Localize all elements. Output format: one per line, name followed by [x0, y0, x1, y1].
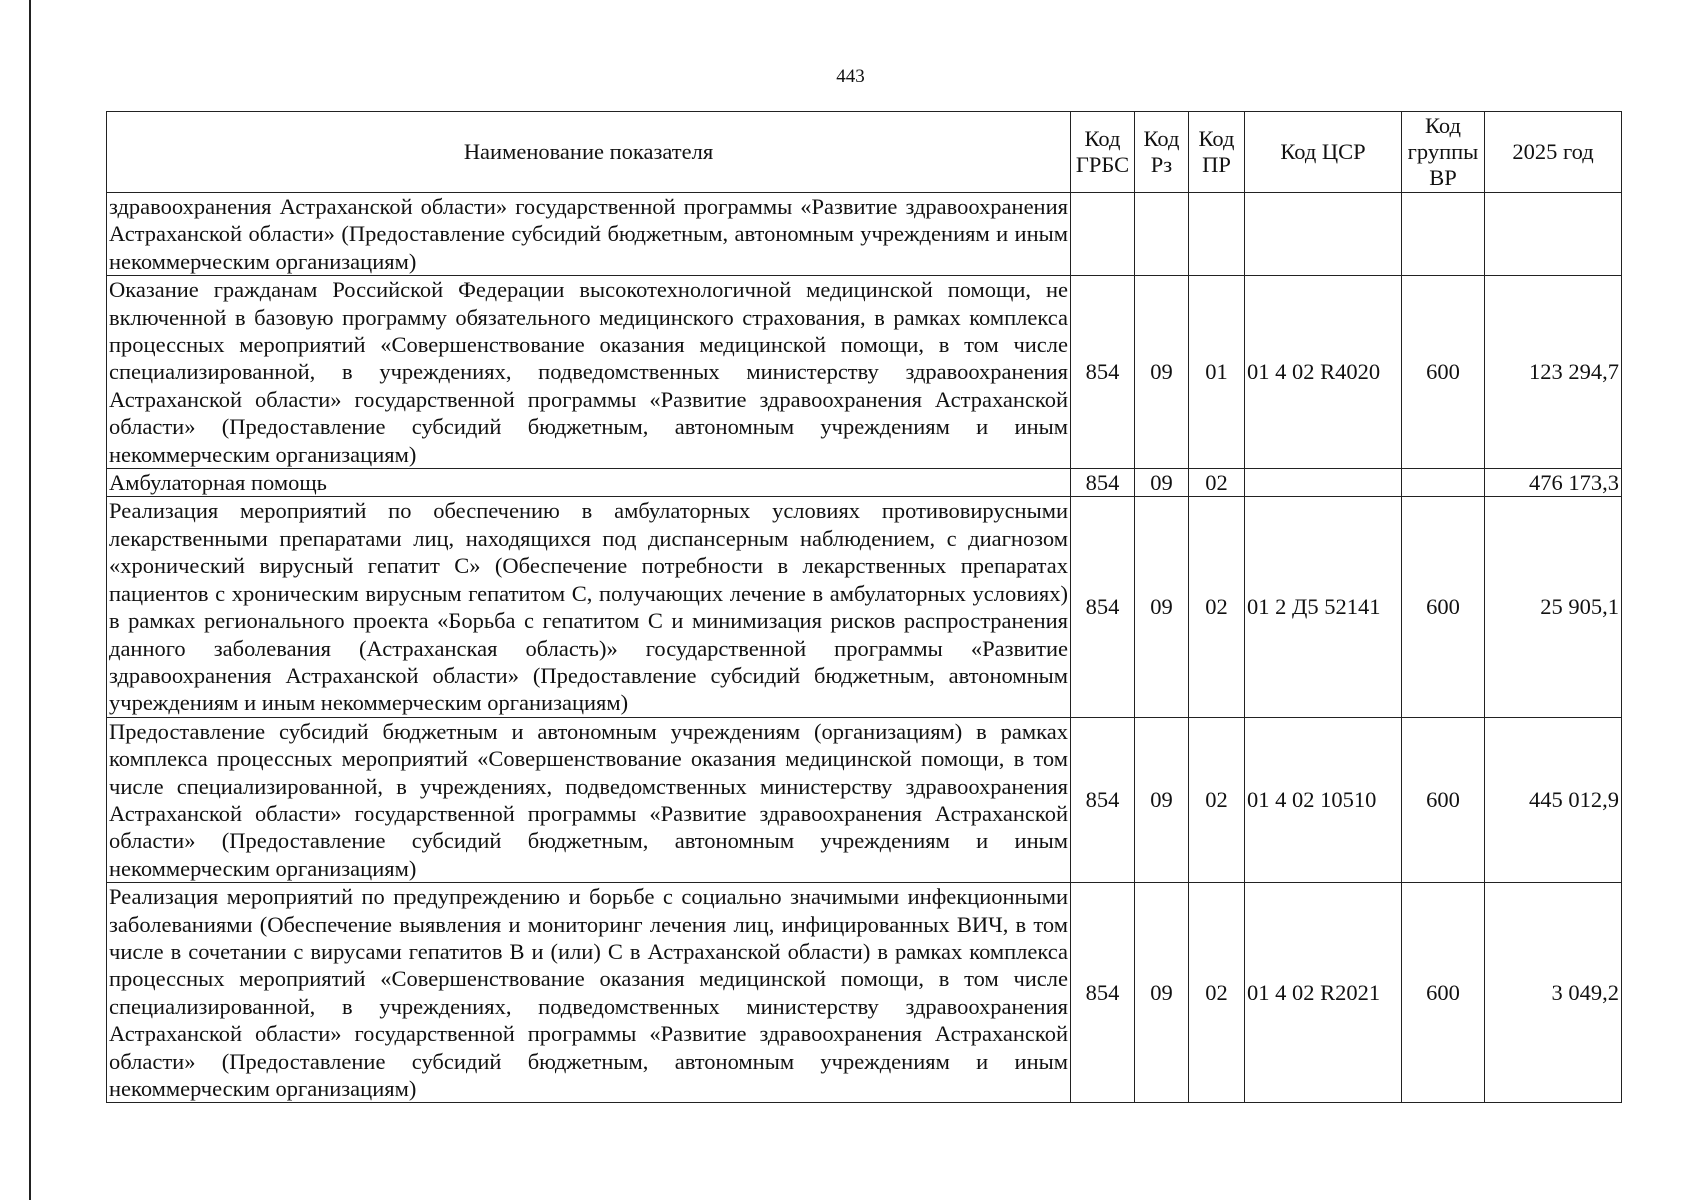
- table-row: [107, 883, 1622, 1103]
- row-amount: 445 012,9: [1485, 717, 1622, 882]
- row-csr: [1245, 469, 1402, 497]
- header-grbs: Код ГРБС: [1071, 112, 1135, 193]
- row-csr: 01 4 02 R2021: [1245, 883, 1402, 1103]
- header-name: Наименование показателя: [107, 112, 1071, 193]
- row-csr: 01 4 02 10510: [1245, 717, 1402, 882]
- table-row: [107, 497, 1622, 717]
- row-vr: [1402, 193, 1485, 276]
- row-pr: 02: [1189, 883, 1245, 1103]
- row-rz: 09: [1135, 717, 1189, 882]
- scan-edge-line: [29, 0, 31, 1200]
- budget-table: [106, 111, 1622, 1103]
- row-csr: 01 4 02 R4020: [1245, 276, 1402, 469]
- row-grbs: 854: [1071, 469, 1135, 497]
- table-row: [107, 717, 1622, 882]
- header-year: 2025 год: [1485, 112, 1622, 193]
- row-name: Реализация мероприятий по предупреждению и борьбе с социально значимыми инфекционными заболеваниями (Обеспечение выявления и мониторинг лечения лиц, инфицированных ВИЧ, в том числе в сочетании с вирусами гепатитов B и (или) C в Астраханской области) в рамках комплекса процессных мероприятий «Совершенствование оказания медицинской помощи, в том числе специализированной, в учреждениях, подведомственных министерству здравоохранения Астраханской области» государственной программы «Развитие здравоохранения Астраханской области» (Предоставление субсидий бюджетным, автономным учреждениям и иным некоммерческим организациям): [107, 883, 1071, 1103]
- row-rz: 09: [1135, 276, 1189, 469]
- table-row: [107, 469, 1622, 497]
- row-name: Предоставление субсидий бюджетным и автономным учреждениям (организациям) в рамках комплекса процессных мероприятий «Совершенствование оказания медицинской помощи, в том числе специализированной, в учреждениях, подведомственных министерству здравоохранения Астраханской области» государственной программы «Развитие здравоохранения Астраханской области» (Предоставление субсидий бюджетным, автономным учреждениям и иным некоммерческим организациям): [107, 717, 1071, 882]
- row-rz: 09: [1135, 469, 1189, 497]
- row-vr: 600: [1402, 497, 1485, 717]
- table-row: [107, 193, 1622, 276]
- row-vr: [1402, 469, 1485, 497]
- row-vr: 600: [1402, 883, 1485, 1103]
- page-number: 443: [836, 66, 865, 87]
- row-amount: 476 173,3: [1485, 469, 1622, 497]
- header-rz: Код Рз: [1135, 112, 1189, 193]
- row-grbs: 854: [1071, 497, 1135, 717]
- row-amount: 3 049,2: [1485, 883, 1622, 1103]
- row-vr: 600: [1402, 276, 1485, 469]
- row-name: Оказание гражданам Российской Федерации высокотехнологичной медицинской помощи, не включенной в базовую программу обязательного медицинского страхования, в рамках комплекса процессных мероприятий «Совершенствование оказания медицинской помощи, в том числе специализированной, в учреждениях, подведомственных министерству здравоохранения Астраханской области» государственной программы «Развитие здравоохранения Астраханской области» (Предоставление субсидий бюджетным, автономным учреждениям и иным некоммерческим организациям): [107, 276, 1071, 469]
- header-pr: Код ПР: [1189, 112, 1245, 193]
- row-name: Амбулаторная помощь: [107, 469, 1071, 497]
- row-rz: 09: [1135, 883, 1189, 1103]
- row-amount: [1485, 193, 1622, 276]
- row-grbs: 854: [1071, 883, 1135, 1103]
- row-grbs: [1071, 193, 1135, 276]
- row-pr: [1189, 193, 1245, 276]
- row-rz: 09: [1135, 497, 1189, 717]
- row-grbs: 854: [1071, 717, 1135, 882]
- row-grbs: 854: [1071, 276, 1135, 469]
- row-pr: 01: [1189, 276, 1245, 469]
- header-csr: Код ЦСР: [1245, 112, 1402, 193]
- row-pr: 02: [1189, 717, 1245, 882]
- row-amount: 123 294,7: [1485, 276, 1622, 469]
- row-csr: 01 2 Д5 52141: [1245, 497, 1402, 717]
- row-rz: [1135, 193, 1189, 276]
- row-csr: [1245, 193, 1402, 276]
- row-amount: 25 905,1: [1485, 497, 1622, 717]
- row-pr: 02: [1189, 497, 1245, 717]
- row-name: Реализация мероприятий по обеспечению в амбулаторных условиях противовирусными лекарственными препаратами лиц, находящихся под диспансерным наблюдением, с диагнозом «хронический вирусный гепатит С» (Обеспечение потребности в лекарственных препаратах пациентов с хроническим вирусным гепатитом С, получающих лечение в амбулаторных условиях) в рамках регионального проекта «Борьба с гепатитом С и минимизация рисков распространения данного заболевания (Астраханская область)» государственной программы «Развитие здравоохранения Астраханской области» (Предоставление субсидий бюджетным, автономным учреждениям и иным некоммерческим организациям): [107, 497, 1071, 717]
- header-vr: Код группы ВР: [1402, 112, 1485, 193]
- row-name: здравоохранения Астраханской области» государственной программы «Развитие здравоохранения Астраханской области» (Предоставление субсидий бюджетным, автономным учреждениям и иным некоммерческим организациям): [107, 193, 1071, 276]
- table-row: [107, 276, 1622, 469]
- row-pr: 02: [1189, 469, 1245, 497]
- row-vr: 600: [1402, 717, 1485, 882]
- table-header-row: [107, 112, 1622, 193]
